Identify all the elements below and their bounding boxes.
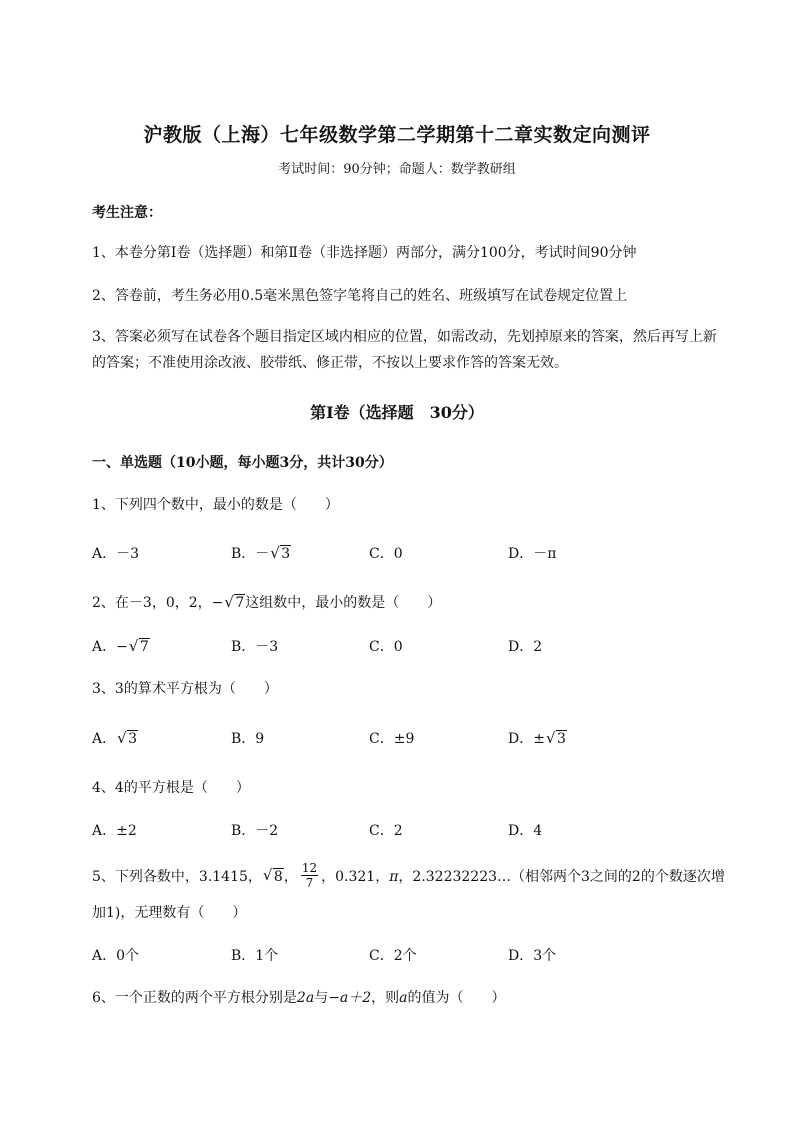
q4-option-d[interactable]: D．4	[508, 823, 543, 839]
q4-option-c[interactable]: C．2	[369, 823, 403, 839]
q5-option-b[interactable]: B．1个	[231, 948, 279, 964]
notice-item-2: 2、答卷前，考生务必用0.5毫米黑色签字笔将自己的姓名、班级填写在试卷规定位置上	[92, 288, 628, 304]
sqrt-sign: √ 8	[264, 862, 284, 892]
part-heading: 一、单选题（10小题，每小题3分，共计30分）	[92, 455, 393, 471]
q5-option-a[interactable]: A．0个	[92, 948, 140, 964]
q1-option-b[interactable]: B．－√ 3	[231, 543, 291, 563]
q1-option-a[interactable]: A．－3	[92, 546, 140, 562]
question-1-stem: 1、下列四个数中，最小的数是（ ）	[92, 497, 339, 513]
q2-option-b[interactable]: B．－3	[231, 639, 279, 655]
q4-option-a[interactable]: A．±2	[92, 823, 137, 839]
notice-heading: 考生注意：	[92, 205, 162, 221]
question-2-stem: 2、在－3，0，2，−√ 7这组数中，最小的数是（ ）	[92, 592, 441, 612]
exam-subtitle: 考试时间：90分钟；命题人：数学教研组	[278, 162, 516, 177]
q1-option-d[interactable]: D．－π	[508, 546, 557, 562]
q2-option-c[interactable]: C．0	[369, 639, 403, 655]
q3-option-c[interactable]: C．±9	[369, 731, 415, 747]
page-title: 沪教版（上海）七年级数学第二学期第十二章实数定向测评	[143, 124, 651, 146]
question-5-stem-cont: 加1)，无理数有（ ）	[92, 905, 247, 921]
q3-option-d[interactable]: D．±√ 3	[508, 728, 567, 748]
sqrt-sign: √ 3	[271, 546, 291, 562]
q5-option-d[interactable]: D．3个	[508, 948, 557, 964]
sqrt-sign: √ 3	[118, 731, 138, 747]
notice-item-3-cont: 的答案；不准使用涂改液、胶带纸、修正带，不按以上要求作答的答案无效。	[92, 355, 568, 371]
fraction: $\frac{12}{7}$	[301, 860, 318, 890]
question-3-stem: 3、3的算术平方根为（ ）	[92, 681, 278, 697]
sqrt-sign: √ 7	[225, 595, 245, 611]
section-title: 第I卷（选择题 30分）	[310, 403, 484, 422]
q5-option-c[interactable]: C．2个	[369, 948, 417, 964]
q2-option-a[interactable]: A．−√ 7	[92, 636, 150, 656]
q4-option-b[interactable]: B．－2	[231, 823, 279, 839]
notice-item-1: 1、本卷分第I卷（选择题）和第Ⅱ卷（非选择题）两部分，满分100分，考试时间90分钟	[92, 245, 637, 261]
question-6-stem: 6、一个正数的两个平方根分别是2a与−a＋2，则a的值为（ ）	[92, 990, 506, 1006]
q1-option-c[interactable]: C．0	[369, 546, 403, 562]
notice-item-3: 3、答案必须写在试卷各个题目指定区域内相应的位置，如需改动，先划掉原来的答案，然后再写上新	[92, 329, 717, 345]
sqrt-sign: √ 7	[130, 639, 150, 655]
q3-option-b[interactable]: B．9	[231, 731, 265, 747]
question-5-stem: 5、下列各数中，3.1415，√ 8， $\frac{12}{7}$ ，0.321，π，2.32232223…（相邻两个3之间的2的个数逐次增	[92, 862, 725, 892]
sqrt-sign: √ 3	[547, 731, 567, 747]
question-4-stem: 4、4的平方根是（ ）	[92, 780, 250, 796]
q3-option-a[interactable]: A．√ 3	[92, 728, 138, 748]
q2-option-d[interactable]: D．2	[508, 639, 543, 655]
